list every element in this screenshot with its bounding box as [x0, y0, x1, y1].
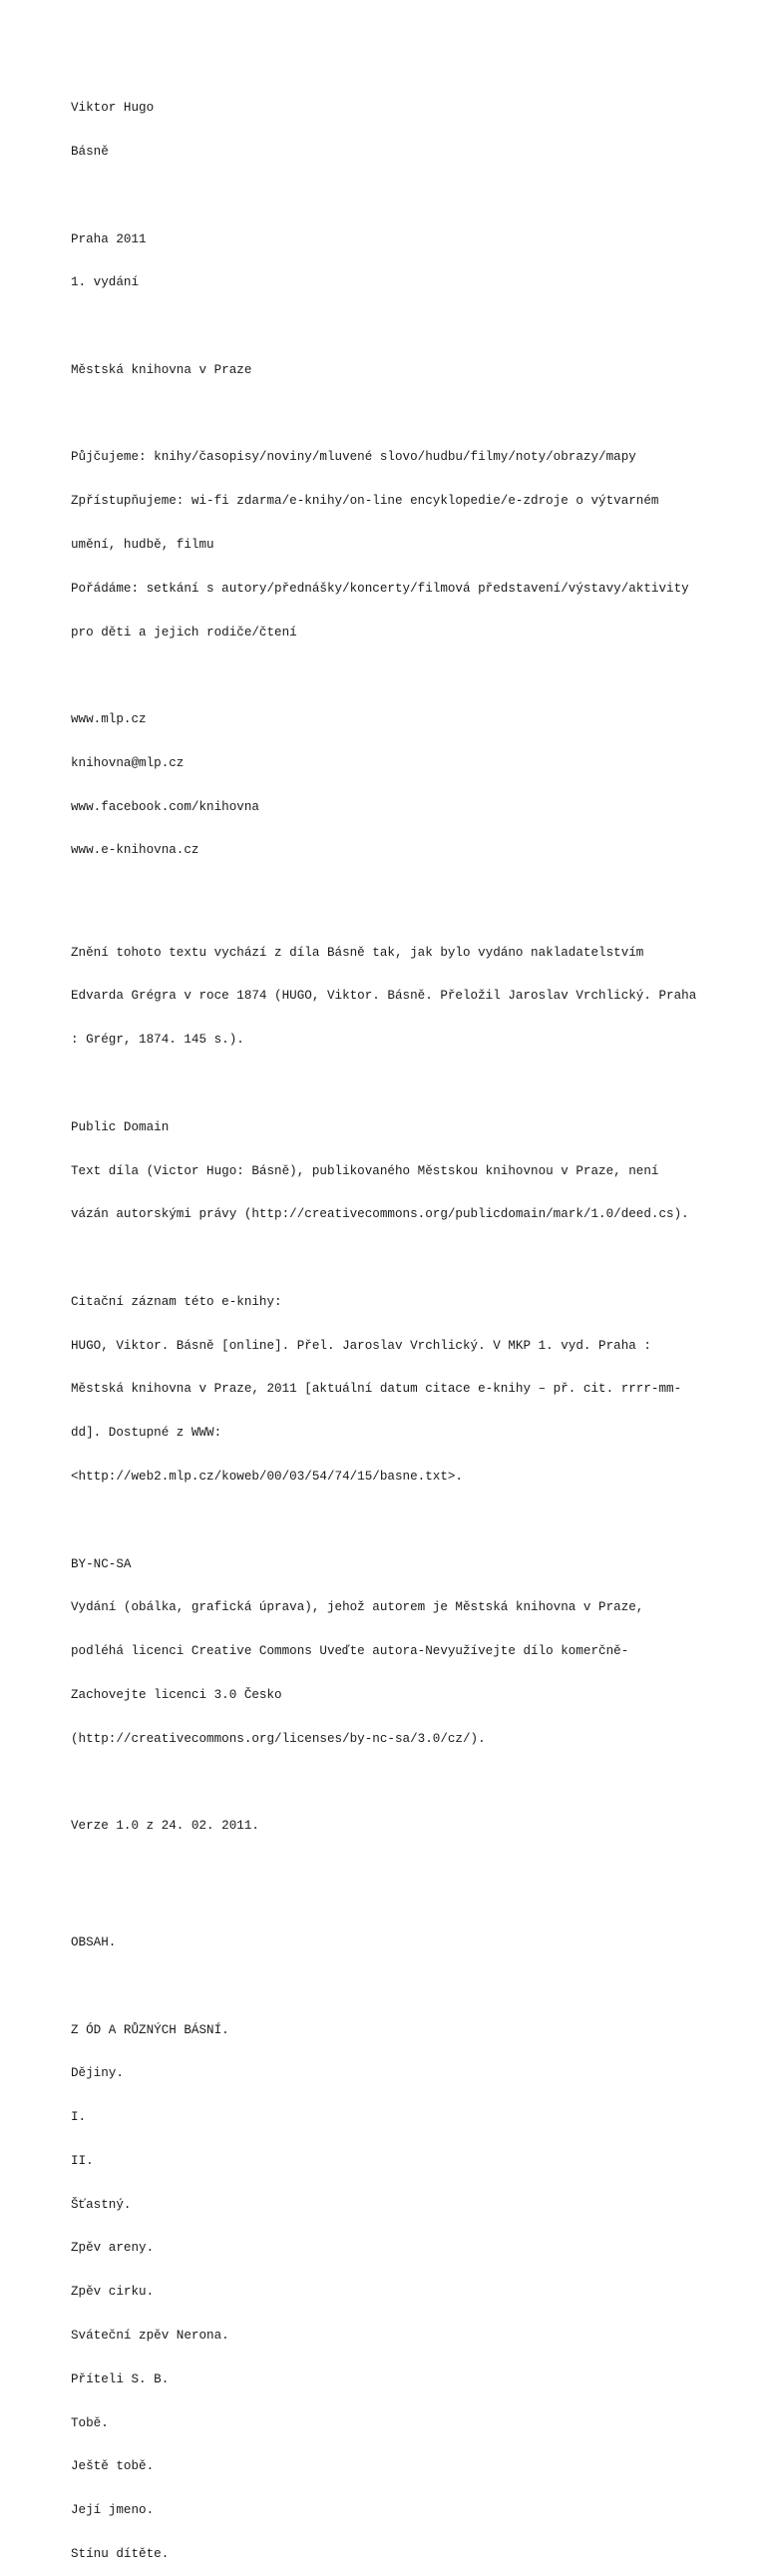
citation-url: <http://web2.mlp.cz/koweb/00/03/54/74/15/basne.txt>.: [71, 1470, 463, 1484]
contact-eknihovna[interactable]: www.e-knihovna.cz: [71, 843, 199, 858]
book-title: Básně: [71, 144, 109, 159]
contents-item: Její jmeno.: [71, 2503, 155, 2518]
contents-item: Stínu dítěte.: [71, 2546, 170, 2561]
contents-item: Zpěv areny.: [71, 2241, 155, 2256]
library-line: umění, hudbě, filmu: [71, 538, 214, 552]
source-line: Znění tohoto textu vychází z díla Básně tak, jak bylo vydáno nakladatelstvím: [71, 945, 644, 960]
public-domain-line: Text díla (Victor Hugo: Básně), publikovaného Městskou knihovnou v Praze, není: [71, 1163, 659, 1178]
contents-heading: OBSAH.: [71, 1935, 117, 1950]
citation-line: HUGO, Viktor. Básně [online]. Přel. Jaroslav Vrchlický. V MKP 1. vyd. Praha :: [71, 1338, 651, 1353]
place-year: Praha 2011: [71, 231, 147, 246]
license-url: (http://creativecommons.org/licenses/by-nc-sa/3.0/cz/).: [71, 1731, 486, 1746]
library-line: pro děti a jejich rodiče/čtení: [71, 625, 297, 640]
public-domain-line: vázán autorskými právy (http://creativecommons.org/publicdomain/mark/1.0/deed.cs).: [71, 1207, 689, 1222]
license-line: Zachovejte licenci 3.0 Česko: [71, 1687, 282, 1702]
contents-item: Sváteční zpěv Nerona.: [71, 2329, 229, 2344]
contents-item: I.: [71, 2110, 87, 2125]
contents-item: Ještě tobě.: [71, 2459, 155, 2474]
contents-item: Příteli S. B.: [71, 2371, 170, 2386]
library-name: Městská knihovna v Praze: [71, 362, 252, 377]
citation-line: dd]. Dostupné z WWW:: [71, 1426, 222, 1441]
contact-facebook[interactable]: www.facebook.com/knihovna: [71, 799, 259, 814]
citation-line: Městská knihovna v Praze, 2011 [aktuální datum citace e-knihy – př. cit. rrrr-mm-: [71, 1382, 682, 1397]
contents-item: Šťastný.: [71, 2197, 132, 2212]
author: Viktor Hugo: [71, 101, 155, 116]
license-line: Vydání (obálka, grafická úprava), jehož autorem je Městská knihovna v Praze,: [71, 1600, 644, 1615]
contact-website[interactable]: www.mlp.cz: [71, 712, 147, 727]
version-line: Verze 1.0 z 24. 02. 2011.: [71, 1819, 259, 1834]
library-line: Zpřístupňujeme: wi-fi zdarma/e-knihy/on-line encyklopedie/e-zdroje o výtvarném: [71, 494, 659, 509]
contents-section: Z ÓD A RŮZNÝCH BÁSNÍ.: [71, 2022, 229, 2037]
license-line: podléhá licenci Creative Commons Uveďte autora-Nevyužívejte dílo komerčně-: [71, 1644, 629, 1659]
edition: 1. vydání: [71, 275, 140, 290]
public-domain-heading: Public Domain: [71, 1119, 170, 1134]
contact-email[interactable]: knihovna@mlp.cz: [71, 755, 185, 770]
source-line: : Grégr, 1874. 145 s.).: [71, 1033, 244, 1048]
license-heading: BY-NC-SA: [71, 1556, 132, 1571]
contents-item: II.: [71, 2153, 94, 2168]
contents-item: Dějiny.: [71, 2066, 124, 2081]
library-line: Pořádáme: setkání s autory/přednášky/koncerty/filmová představení/výstavy/aktivity: [71, 581, 689, 596]
contents-item: Tobě.: [71, 2415, 109, 2430]
source-line: Edvarda Grégra v roce 1874 (HUGO, Viktor. Básně. Přeložil Jaroslav Vrchlický. Praha: [71, 989, 697, 1004]
document-page: [71, 72, 709, 2576]
library-line: Půjčujeme: knihy/časopisy/noviny/mluvené slovo/hudbu/filmy/noty/obrazy/mapy: [71, 450, 636, 465]
contents-item: Zpěv cirku.: [71, 2285, 155, 2300]
citation-heading: Citační záznam této e-knihy:: [71, 1294, 282, 1309]
